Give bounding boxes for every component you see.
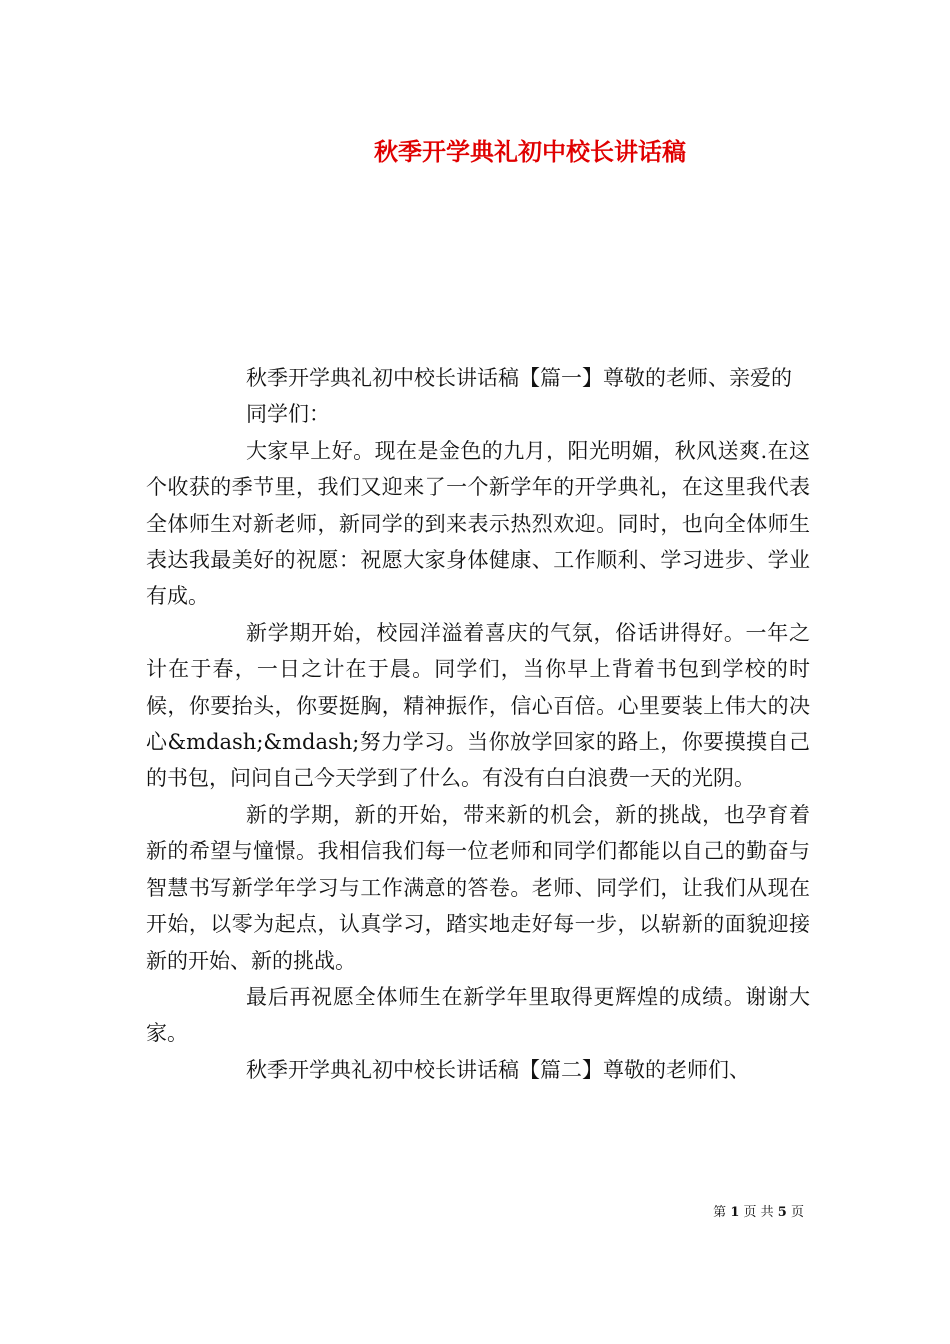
footer-page-total: 5 (777, 1205, 787, 1220)
page-number-footer (713, 1204, 804, 1222)
paragraph-2: 同学们： (246, 402, 330, 427)
footer-page-current: 1 (730, 1205, 740, 1220)
paragraph-6: 最后再祝愿全体师生在新学年里取得更辉煌的成绩。谢谢大家。 (146, 984, 810, 1046)
footer-suffix: 页 (790, 1205, 804, 1220)
paragraph-7: 秋季开学典礼初中校长讲话稿【篇二】尊敬的老师们、 (246, 1057, 750, 1082)
document-title: 秋季开学典礼初中校长讲话稿 (374, 137, 686, 166)
paragraph-4: 新学期开始，校园洋溢着喜庆的气氛，俗话讲得好。一年之计在于春，一日之计在于晨。同学们，当你早上背着书包到学校的时候，你要抬头，你要挺胸，精神振作，信心百倍。心里要装上伟大的决心&mdash;&mdash;努力学习。当你放学回家的路上，你要摸摸自己的书包，问问自己今天学到了什么。有没有白白浪费一天的光阴。 (146, 620, 810, 791)
footer-middle: 页 共 (743, 1205, 774, 1220)
paragraph-3: 大家早上好。现在是金色的九月，阳光明媚，秋风送爽.在这个收获的季节里，我们又迎来了一个新学年的开学典礼，在这里我代表全体师生对新老师，新同学的到来表示热烈欢迎。同时，也向全体师生表达我最美好的祝愿：祝愿大家身体健康、工作顺利、学习进步、学业有成。 (146, 438, 810, 609)
footer-prefix: 第 (713, 1205, 727, 1220)
paragraph-5: 新的学期，新的开始，带来新的机会，新的挑战，也孕育着新的希望与憧憬。我相信我们每一位老师和同学们都能以自己的勤奋与智慧书写新学年学习与工作满意的答卷。老师、同学们，让我们从现在开始，以零为起点，认真学习，踏实地走好每一步，以崭新的面貌迎接新的开始、新的挑战。 (146, 802, 810, 973)
document-body (146, 360, 810, 1088)
paragraph-1: 秋季开学典礼初中校长讲话稿【篇一】尊敬的老师、亲爱的 (246, 366, 792, 390)
